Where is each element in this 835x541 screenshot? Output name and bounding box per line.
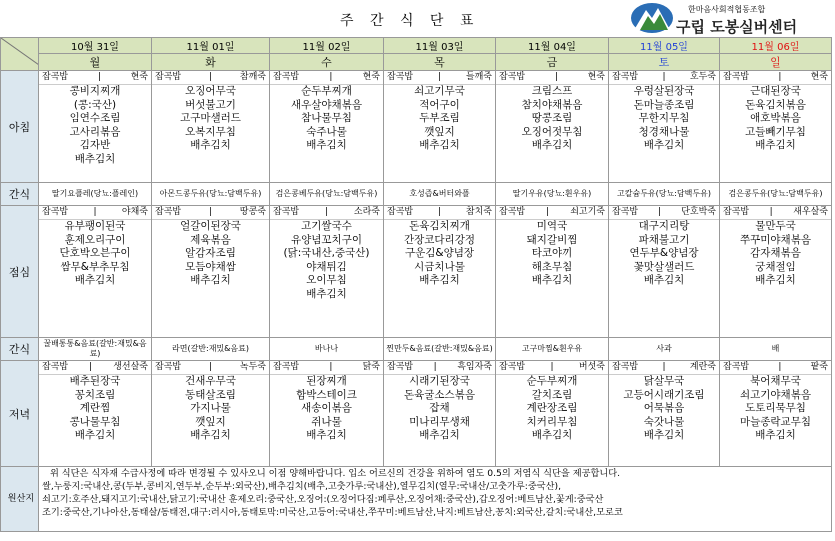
porridge-label: 쇠고기죽 xyxy=(570,207,605,217)
menu-item: 김자반 xyxy=(79,139,111,151)
menu-item: 참치야채볶음 xyxy=(521,98,583,111)
rice-label: 잡곡밥 xyxy=(273,72,300,82)
menu-item: 배추된장국 xyxy=(69,375,121,387)
weekday-cell: 월 xyxy=(39,54,152,71)
rice-line xyxy=(39,361,151,375)
menu-item: 타코야끼 xyxy=(531,247,573,259)
rice-line xyxy=(39,206,151,220)
snack-cell: 호성즙&버터와플 xyxy=(384,183,496,206)
menu-item: 미역국 xyxy=(536,220,568,232)
weekday-row xyxy=(1,54,832,71)
org-name: 구립 도봉실버센터 xyxy=(676,18,798,36)
menu-item: 제육볶음 xyxy=(190,233,231,246)
menu-item: 배추김치 xyxy=(74,152,116,165)
date-cell: 11월 02일 xyxy=(270,38,384,54)
porridge-label: 호두죽 xyxy=(689,72,716,82)
menu-item: 참나물무침 xyxy=(301,112,352,124)
menu-item: 함박스테이크 xyxy=(296,388,357,401)
separator: | xyxy=(546,207,550,217)
lunch-menu-cell xyxy=(270,206,384,338)
menu-item: 얼갈이된장국 xyxy=(180,220,241,232)
menu-item: 배추김치 xyxy=(755,139,796,151)
rice-line xyxy=(270,361,383,375)
weekday-cell: 수 xyxy=(270,54,384,71)
menu-item: 치커리무침 xyxy=(526,415,578,428)
menu-item: 갈치조림 xyxy=(531,388,573,401)
rice-label: 잡곡밥 xyxy=(612,207,639,217)
dinner-menu-cell xyxy=(496,361,609,467)
separator: | xyxy=(208,207,213,217)
origin-notes xyxy=(39,467,832,532)
menu-item: 도토리묵무침 xyxy=(745,402,806,414)
snack-section-label: 간식 xyxy=(1,338,39,361)
separator: | xyxy=(550,362,554,372)
weekday-cell: 목 xyxy=(384,54,496,71)
menu-item: 배추김치 xyxy=(531,274,573,286)
menu-item: 근대된장국 xyxy=(750,85,801,97)
menu-item: 배추김치 xyxy=(419,274,460,286)
porridge-label: 팥죽 xyxy=(810,362,828,372)
mountain-logo-icon xyxy=(630,2,674,34)
separator: | xyxy=(437,207,442,217)
rice-line xyxy=(152,361,269,375)
notes-line: 위 식단은 식자재 수급사정에 따라 변경될 수 있사오니 이점 양해바랍니다. 입소 어르신의 건강을 위하여 염도 0.5의 저염식 식단을 제공합니다. xyxy=(50,468,621,479)
snack-cell: 고구마찜&흰우유 xyxy=(496,338,609,361)
breakfast-menu-cell xyxy=(384,71,496,183)
menu-item: 잡채 xyxy=(429,402,450,414)
menu-item: 돈육김치찌개 xyxy=(409,220,470,232)
weekly-menu-table xyxy=(0,37,832,532)
notes-row xyxy=(1,467,832,532)
rice-label: 잡곡밥 xyxy=(612,72,639,82)
porridge-label: 단호박죽 xyxy=(681,207,716,217)
menu-item: 구운김&양념장 xyxy=(404,247,475,259)
menu-item: 숙갓나물 xyxy=(643,415,685,428)
rice-line xyxy=(39,71,151,85)
porridge-label: 참깨죽 xyxy=(239,72,266,82)
porridge-label: 참치죽 xyxy=(465,207,492,217)
dinner-menu-cell xyxy=(384,361,496,467)
menu-item: 닭살무국 xyxy=(643,375,685,387)
porridge-label: 닭죽 xyxy=(362,362,380,372)
snack-cell: 배 xyxy=(720,338,832,361)
porridge-label: 버섯죽 xyxy=(578,362,605,372)
snack-cell: 검은콩두유(당뇨:담백두유) xyxy=(720,183,832,206)
menu-item: 오징어무국 xyxy=(185,85,236,97)
date-cell: 10월 31일 xyxy=(39,38,152,54)
menu-item: 배추김치 xyxy=(190,139,231,151)
snack_pm-row xyxy=(1,338,832,361)
rice-label: 잡곡밥 xyxy=(387,207,414,217)
rice-line xyxy=(720,206,831,220)
snack-cell: 꿀배통통&음료(갈반:재밌&음료) xyxy=(39,338,152,361)
menu-item: 야채튀김 xyxy=(306,260,347,273)
dinner-menu-cell xyxy=(270,361,384,467)
menu-item: 돈육굴소스볶음 xyxy=(403,388,475,401)
rice-label: 잡곡밥 xyxy=(499,72,526,82)
dinner-row xyxy=(1,361,832,467)
separator: | xyxy=(89,362,93,372)
notes-line: 쇠고기:호주산,돼지고기:국내산,닭고기:국내산 훈제오리:중국산,오징어:(오징어다짐:페루산,오징어채:중국산),갑오징어:베트남산,꽃게:중국산 xyxy=(42,494,604,505)
menu-item: 돼지갈비찜 xyxy=(526,233,578,246)
porridge-label: 흑임자죽 xyxy=(457,362,492,372)
breakfast-row xyxy=(1,71,832,183)
rice-line xyxy=(609,206,719,220)
menu-item: 동태살조림 xyxy=(185,388,236,401)
menu-item: 배추김치 xyxy=(755,429,796,441)
menu-item: 간장코다리강정 xyxy=(403,233,475,246)
rice-label: 잡곡밥 xyxy=(387,72,414,82)
notes-line: 조기:중국산,기나아산,동태살/동태전,대구:러시아,동태토막:미국산,고등어:국내산,쭈꾸미:베트남산,낙지:베트남산,꽁치:외국산,갈치:국내산,모로코 xyxy=(42,507,623,518)
separator: | xyxy=(93,207,97,217)
separator: | xyxy=(324,207,329,217)
menu-item: 콩비지찌개 xyxy=(69,85,121,97)
separator: | xyxy=(329,362,333,372)
menu-item: 배추김치 xyxy=(643,274,685,286)
porridge-label: 땅콩죽 xyxy=(239,207,266,217)
menu-item: 배추김치 xyxy=(531,139,573,151)
rice-line xyxy=(384,361,495,375)
menu-item: 쭈꾸미야채볶음 xyxy=(739,233,811,246)
dinner-menu-cell xyxy=(39,361,152,467)
menu-item: 고들빼기무침 xyxy=(745,125,806,138)
separator: | xyxy=(433,362,437,372)
porridge-label: 녹두죽 xyxy=(239,362,266,372)
menu-item: 돈육김치볶음 xyxy=(745,98,806,111)
menu-item: 물만두국 xyxy=(755,220,796,232)
weekday-cell: 화 xyxy=(152,54,270,71)
separator: | xyxy=(769,207,773,217)
menu-item: 배추김치 xyxy=(306,139,347,151)
dinner-menu-cell xyxy=(152,361,270,467)
menu-item: 배추김치 xyxy=(190,274,231,286)
menu-item: 배추김치 xyxy=(419,139,460,151)
porridge-label: 야채죽 xyxy=(121,207,148,217)
snack_am-row xyxy=(1,183,832,206)
menu-item: 두부조림 xyxy=(419,112,460,124)
rice-label: 잡곡밥 xyxy=(499,207,526,217)
menu-item: 해초무침 xyxy=(531,260,573,273)
menu-item: 새우살야채볶음 xyxy=(290,98,362,111)
rice-label: 잡곡밥 xyxy=(273,362,300,372)
rice-line xyxy=(270,206,383,220)
separator: | xyxy=(208,362,213,372)
snack-cell: 딸기우유(당뇨:흰우유) xyxy=(496,183,609,206)
menu-item: 적어구이 xyxy=(419,98,460,111)
origin-section-label: 원산지 xyxy=(1,467,39,532)
lunch-menu-cell xyxy=(720,206,832,338)
rice-label: 잡곡밥 xyxy=(155,362,182,372)
menu-item: 순두부찌개 xyxy=(526,375,578,387)
menu-item: 북어채무국 xyxy=(750,375,801,387)
porridge-label: 현죽 xyxy=(130,72,148,82)
menu-item: (콩:국산) xyxy=(73,98,117,111)
menu-item: 콩나물무침 xyxy=(69,415,121,428)
breakfast-menu-cell xyxy=(496,71,609,183)
menu-item: 크림스프 xyxy=(531,85,573,97)
menu-item: 알감자조림 xyxy=(185,247,236,259)
menu-item: 고기쌀국수 xyxy=(301,220,352,232)
menu-item: 청경채나물 xyxy=(638,125,690,138)
rice-label: 잡곡밥 xyxy=(273,207,300,217)
snack-cell: 아몬드콩두유(당뇨:담백두유) xyxy=(152,183,270,206)
menu-item: 배추김치 xyxy=(306,287,347,300)
menu-item: 애호박볶음 xyxy=(750,112,801,124)
rice-line xyxy=(496,71,608,85)
dinner-menu-cell xyxy=(720,361,832,467)
breakfast-menu-cell xyxy=(720,71,832,183)
menu-item: 우렁살된장국 xyxy=(633,85,695,97)
menu-item: 오이무침 xyxy=(306,274,347,286)
menu-item: 미나리무생채 xyxy=(409,415,470,428)
org-logo xyxy=(630,2,830,36)
org-sub-name: 한마음사회적협동조합 xyxy=(688,5,766,14)
rice-label: 잡곡밥 xyxy=(42,207,69,217)
menu-item: 임연수조림 xyxy=(69,112,121,124)
porridge-label: 현죽 xyxy=(810,72,828,82)
date-cell: 11월 04일 xyxy=(496,38,609,54)
snack-cell: 사과 xyxy=(609,338,720,361)
porridge-label: 생선살죽 xyxy=(113,362,148,372)
rice-line xyxy=(152,71,269,85)
weekday-cell: 토 xyxy=(609,54,720,71)
separator: | xyxy=(208,72,213,82)
menu-item: 쇠고기무국 xyxy=(414,85,465,97)
snack-cell: 딸기요플레(당뇨:플레인) xyxy=(39,183,152,206)
menu-item: 감자채볶음 xyxy=(750,247,801,259)
rice-label: 잡곡밥 xyxy=(723,72,750,82)
menu-item: 유부팽이된국 xyxy=(64,220,126,232)
menu-item: 쥐나물 xyxy=(311,415,342,428)
rice-line xyxy=(720,71,831,85)
menu-item: 오복지무침 xyxy=(185,125,236,138)
menu-item: 대구지리탕 xyxy=(638,220,690,232)
page-title: 주 간 식 단 표 xyxy=(340,13,480,29)
menu-item: 깻잎지 xyxy=(195,415,226,428)
rice-line xyxy=(720,361,831,375)
menu-item: 시래기된장국 xyxy=(409,375,470,387)
menu-item: 순두부찌개 xyxy=(301,85,352,97)
menu-item: 무한지무침 xyxy=(638,112,690,124)
lunch-menu-cell xyxy=(39,206,152,338)
menu-item: 배추김치 xyxy=(190,429,231,441)
breakfast-menu-cell xyxy=(270,71,384,183)
menu-item: 고구마샐러드 xyxy=(180,112,241,124)
rice-label: 잡곡밥 xyxy=(723,362,750,372)
weekday-cell: 일 xyxy=(720,54,832,71)
lunch-row xyxy=(1,206,832,338)
breakfast-menu-cell xyxy=(39,71,152,183)
menu-item: 오징어젓무침 xyxy=(521,125,583,138)
separator: | xyxy=(97,72,101,82)
menu-item: 배추김치 xyxy=(74,274,116,286)
lunch-menu-cell xyxy=(609,206,720,338)
menu-item: 계란장조림 xyxy=(526,402,578,414)
menu-item: 파채불고기 xyxy=(638,233,690,246)
menu-item: 단호박오븐구이 xyxy=(59,247,131,259)
menu-item: 땅콩조림 xyxy=(531,112,573,124)
menu-item: 배추김치 xyxy=(643,139,685,151)
menu-item: 버섯불고기 xyxy=(185,98,236,111)
lunch-menu-cell xyxy=(384,206,496,338)
porridge-label: 소라죽 xyxy=(353,207,380,217)
menu-item: (닭:국내산,중국산) xyxy=(283,247,370,259)
rice-label: 잡곡밥 xyxy=(42,362,69,372)
corner-cell xyxy=(1,38,39,71)
menu-item: 고사리볶음 xyxy=(69,125,121,138)
rice-line xyxy=(609,71,719,85)
rice-label: 잡곡밥 xyxy=(387,362,414,372)
menu-item: 배추김치 xyxy=(419,429,460,441)
notes-line: 쌀,누룽지:국내산,콩(두부,콩비지,연두부,순두부:외국산),배추김치(배추,고춧가루:국내산),열무김치(열무:국내산/고춧가루:중국산), xyxy=(42,481,561,492)
menu-item: 깻잎지 xyxy=(424,125,455,138)
dinner-menu-cell xyxy=(609,361,720,467)
date-cell: 11월 01일 xyxy=(152,38,270,54)
lunch-menu-cell xyxy=(152,206,270,338)
porridge-label: 들깨죽 xyxy=(465,72,492,82)
breakfast-menu-cell xyxy=(609,71,720,183)
breakfast-section-label: 아침 xyxy=(1,71,39,183)
menu-item: 꽁치조림 xyxy=(74,388,116,401)
menu-item: 배추김치 xyxy=(643,429,685,441)
menu-item: 유양념꼬치구이 xyxy=(290,233,362,246)
snack-section-label: 간식 xyxy=(1,183,39,206)
snack-cell: 라면(갈반:재밌&음료) xyxy=(152,338,270,361)
separator: | xyxy=(437,72,442,82)
date-cell: 11월 05일 xyxy=(609,38,720,54)
date-cell: 11월 06일 xyxy=(720,38,832,54)
rice-label: 잡곡밥 xyxy=(723,207,750,217)
rice-line xyxy=(152,206,269,220)
menu-item: 모듬야채쌈 xyxy=(185,260,236,273)
lunch-section-label: 점심 xyxy=(1,206,39,338)
rice-line xyxy=(384,71,495,85)
separator: | xyxy=(554,72,558,82)
menu-item: 훈제오리구이 xyxy=(64,233,126,246)
menu-item: 연두부&양념장 xyxy=(629,247,699,259)
rice-line xyxy=(609,361,719,375)
menu-item: 배추김치 xyxy=(74,429,116,441)
separator: | xyxy=(662,72,666,82)
separator: | xyxy=(329,72,333,82)
separator: | xyxy=(658,207,662,217)
porridge-label: 현죽 xyxy=(362,72,380,82)
rice-line xyxy=(496,206,608,220)
rice-line xyxy=(384,206,495,220)
weekday-cell: 금 xyxy=(496,54,609,71)
menu-item: 고등어시래기조림 xyxy=(623,388,705,401)
porridge-label: 새우살죽 xyxy=(793,207,828,217)
menu-item: 건새우무국 xyxy=(185,375,236,387)
menu-item: 돈마늘종조림 xyxy=(633,98,695,111)
porridge-label: 현죽 xyxy=(587,72,605,82)
menu-item: 쌈무&부추무침 xyxy=(60,260,130,273)
dinner-section-label: 저녁 xyxy=(1,361,39,467)
snack-cell: 검은콩베두유(당뇨:담백두유) xyxy=(270,183,384,206)
rice-line xyxy=(496,361,608,375)
snack-cell: 바나나 xyxy=(270,338,384,361)
menu-item: 새송이볶음 xyxy=(301,402,352,414)
menu-item: 꽃맛살샐러드 xyxy=(633,260,695,273)
menu-item: 궁채절임 xyxy=(755,260,796,273)
date-row xyxy=(1,38,832,54)
menu-item: 계란찜 xyxy=(79,402,111,414)
menu-item: 숙주나물 xyxy=(306,125,347,138)
rice-label: 잡곡밥 xyxy=(612,362,639,372)
snack-cell: 찐만두&음료(갈반:재밌&음료) xyxy=(384,338,496,361)
menu-item: 배추김치 xyxy=(531,429,573,441)
menu-item: 쇠고기야채볶음 xyxy=(739,388,811,401)
menu-item: 어묵볶음 xyxy=(643,402,685,414)
rice-line xyxy=(270,71,383,85)
menu-item: 마늘종락교무침 xyxy=(739,415,811,428)
menu-item: 된장찌개 xyxy=(306,375,347,387)
breakfast-menu-cell xyxy=(152,71,270,183)
menu-item: 배추김치 xyxy=(306,429,347,441)
menu-item: 시금치나물 xyxy=(414,260,465,273)
separator: | xyxy=(778,362,782,372)
rice-label: 잡곡밥 xyxy=(42,72,69,82)
menu-item: 배추김치 xyxy=(755,274,796,286)
rice-label: 잡곡밥 xyxy=(499,362,526,372)
menu-item: 가지나물 xyxy=(190,402,231,414)
snack-cell: 고칼슘두유(당뇨:담백두유) xyxy=(609,183,720,206)
date-cell: 11월 03일 xyxy=(384,38,496,54)
rice-label: 잡곡밥 xyxy=(155,72,182,82)
separator: | xyxy=(778,72,782,82)
porridge-label: 계란죽 xyxy=(689,362,716,372)
separator: | xyxy=(662,362,666,372)
lunch-menu-cell xyxy=(496,206,609,338)
corner-diagonal xyxy=(1,38,39,65)
rice-label: 잡곡밥 xyxy=(155,207,182,217)
